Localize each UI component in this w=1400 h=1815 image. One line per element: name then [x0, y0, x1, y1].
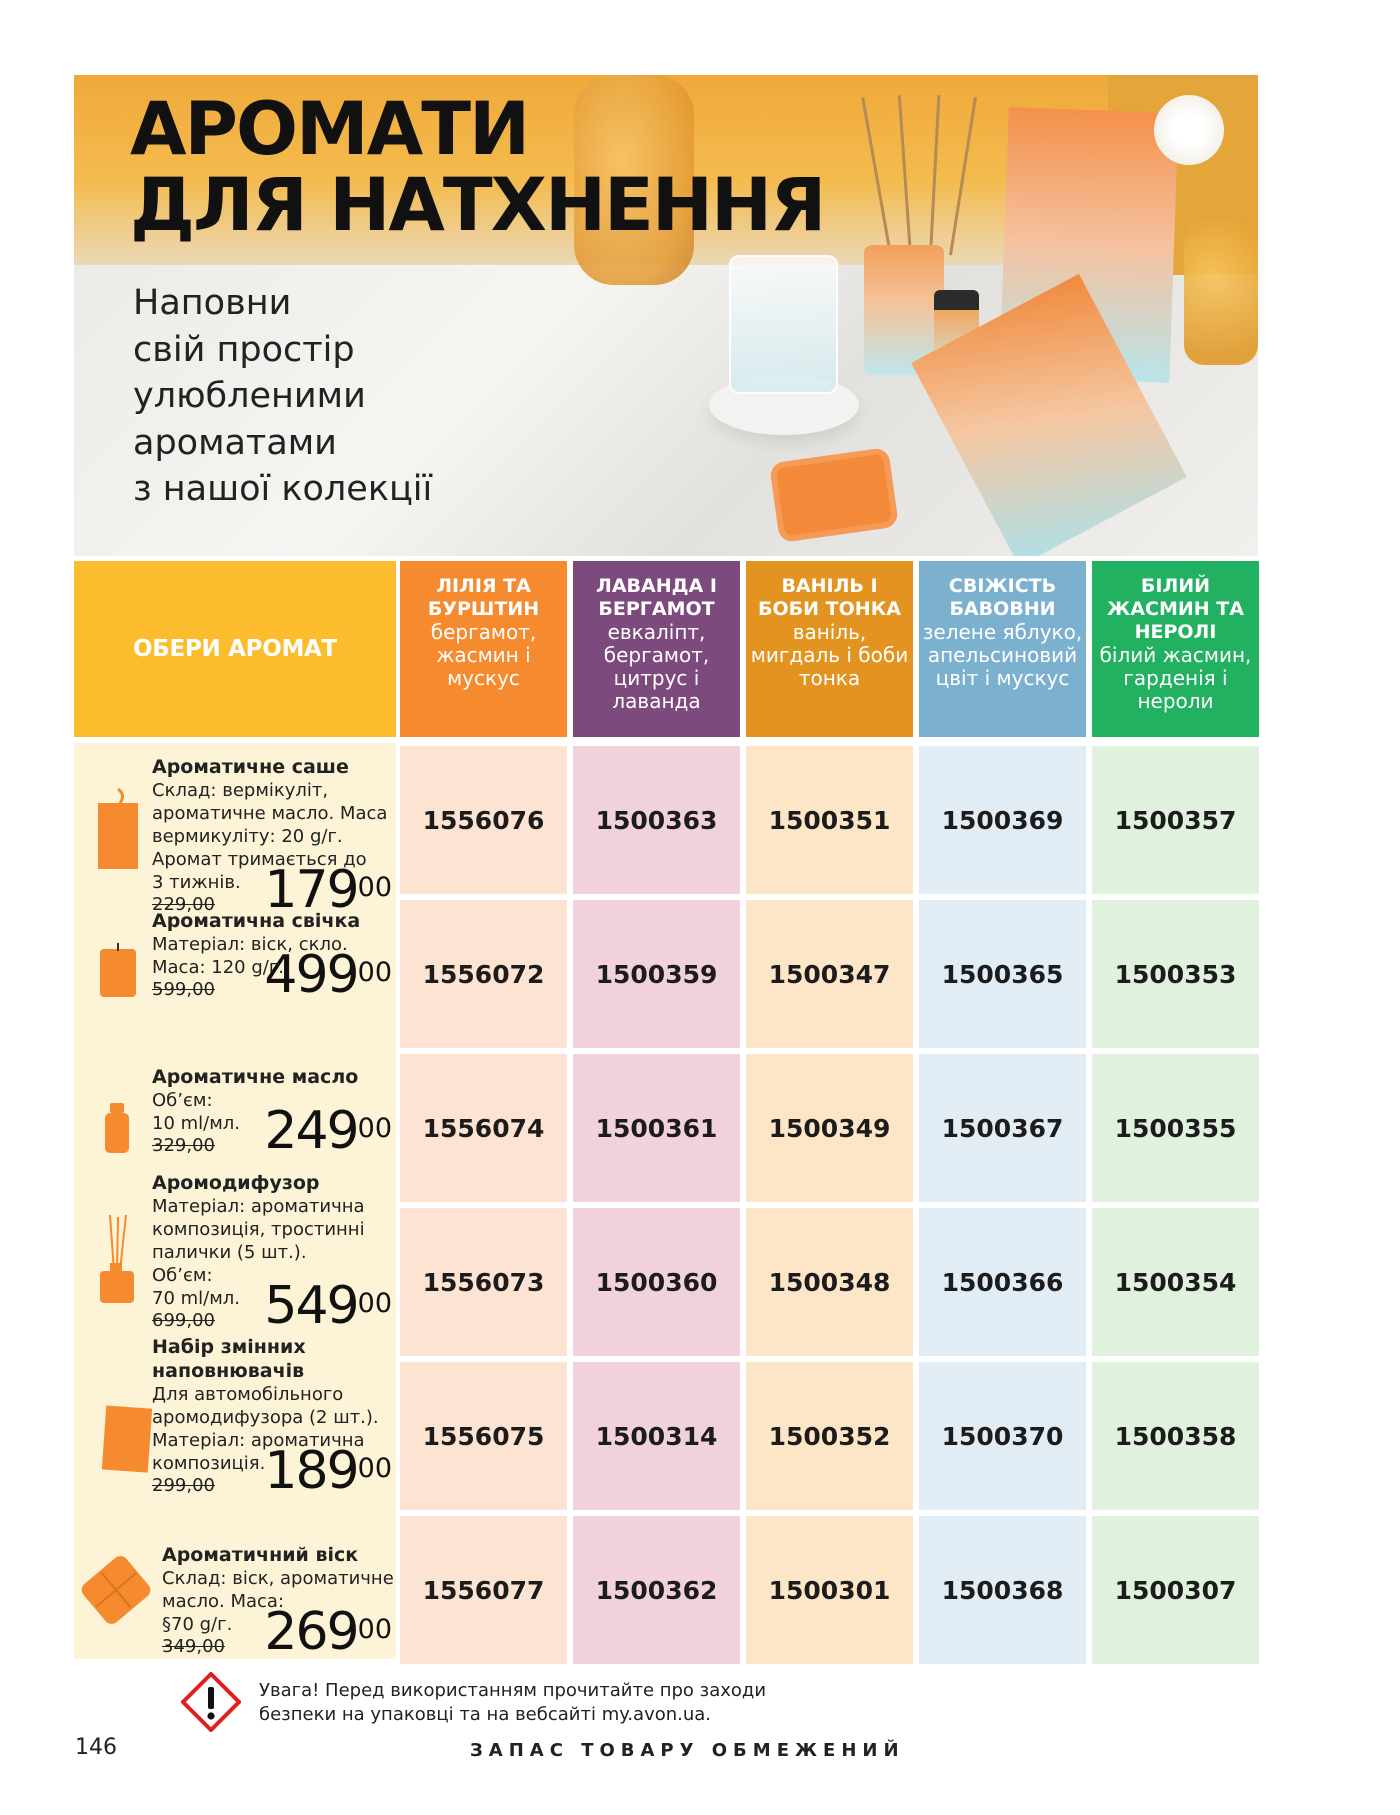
scent-name: БІЛИЙ ЖАСМИН ТА НЕРОЛІ: [1107, 575, 1244, 643]
product-code: 1500354: [1092, 1208, 1259, 1356]
old-price: 699,00: [152, 1310, 215, 1331]
description-line: Маса: 120 g/г.: [152, 957, 285, 978]
product-name: Ароматичний віск: [162, 1544, 359, 1566]
description-line: вермикуліту: 20 g/г.: [152, 826, 343, 847]
description-line: аромодифузора (2 шт.).: [152, 1407, 379, 1428]
candle-image: [729, 255, 838, 394]
description-line: палички (5 шт.).: [152, 1242, 307, 1263]
product-code: 1500368: [919, 1516, 1086, 1664]
old-price: 329,00: [152, 1135, 215, 1156]
product-code: 1500349: [746, 1054, 913, 1202]
product-code: 1500348: [746, 1208, 913, 1356]
warning-icon: [181, 1672, 241, 1732]
product-code: 1500314: [573, 1362, 740, 1510]
price-integer: 189: [264, 1441, 358, 1501]
product-code: 1556074: [400, 1054, 567, 1202]
price-integer: 549: [264, 1276, 358, 1336]
scent-column-header: [400, 561, 567, 737]
safety-warning: [259, 1679, 859, 1727]
product-code: 1556072: [400, 900, 567, 1048]
price-integer: 499: [264, 945, 358, 1005]
scent-notes: білий жасмин, гарденія і нероли: [1099, 643, 1252, 713]
price: [264, 1441, 392, 1501]
product-code: 1500359: [573, 900, 740, 1048]
limited-stock-note: ЗАПАС ТОВАРУ ОБМЕЖЕНИЙ: [470, 1740, 905, 1761]
product-code: 1556076: [400, 746, 567, 894]
description-line: Аромат тримається до: [152, 849, 367, 870]
product-code: 1500361: [573, 1054, 740, 1202]
warning-line: безпеки на упаковці та на вебсайті my.avon.ua.: [259, 1704, 712, 1725]
scent-name: ЛІЛІЯ ТА БУРШТИН: [427, 575, 540, 620]
choose-scent-header: [74, 561, 396, 737]
product-code: 1500307: [1092, 1516, 1259, 1664]
title-line-2: ДЛЯ НАТХНЕННЯ: [130, 163, 825, 248]
product-code: 1556077: [400, 1516, 567, 1664]
product-code: 1500347: [746, 900, 913, 1048]
subtitle-line: з нашої колекції: [133, 469, 433, 509]
product-code: 1500366: [919, 1208, 1086, 1356]
product-code: 1500355: [1092, 1054, 1259, 1202]
price-integer: 269: [264, 1602, 358, 1662]
price-decimal: 00: [357, 872, 392, 903]
old-price: 299,00: [152, 1475, 215, 1496]
product-code: 1556075: [400, 1362, 567, 1510]
description-line: композиція.: [152, 1453, 266, 1474]
description-line: Об’єм:: [152, 1265, 213, 1286]
description-line: §70 g/г.: [162, 1614, 233, 1635]
subtitle-line: улюбленими: [133, 376, 366, 416]
price: [264, 1602, 392, 1662]
lily-flower-image: [1154, 95, 1224, 165]
product-code: 1500367: [919, 1054, 1086, 1202]
scent-notes: евкаліпт, бергамот, цитрус і лаванда: [603, 620, 710, 713]
description-line: Матеріал: ароматична: [152, 1430, 365, 1451]
oil-bottle-icon: [104, 1103, 130, 1158]
product-code: 1500358: [1092, 1362, 1259, 1510]
scent-name: ВАНІЛЬ І БОБИ ТОНКА: [758, 575, 901, 620]
diffuser-sticks-image: [879, 95, 969, 255]
product-name: Ароматичне саше: [152, 756, 349, 778]
product-code: 1500301: [746, 1516, 913, 1664]
description-line: ароматичне масло. Маса: [152, 803, 388, 824]
product-name: Аромодифузор: [152, 1172, 320, 1194]
diffuser-icon: [96, 1215, 140, 1310]
product-code: 1500370: [919, 1362, 1086, 1510]
price-decimal: 00: [357, 1453, 392, 1484]
scent-name: СВІЖІСТЬ БАВОВНИ: [948, 575, 1057, 620]
product-name: Ароматичне масло: [152, 1066, 359, 1088]
price: [264, 1276, 392, 1336]
description-line: Склад: вермікуліт,: [152, 780, 329, 801]
scent-notes: бергамот, жасмин і мускус: [430, 620, 537, 690]
description-line: 3 тижнів.: [152, 872, 241, 893]
price-integer: 179: [264, 860, 358, 920]
price-integer: 249: [264, 1101, 358, 1161]
page-title: [130, 87, 825, 248]
glass-vase-image: [1184, 215, 1258, 365]
old-price: 349,00: [162, 1636, 225, 1657]
product-name: Набір змінних наповнювачів: [152, 1336, 306, 1382]
old-price: 599,00: [152, 979, 215, 1000]
product-code: 1500369: [919, 746, 1086, 894]
description-line: Для автомобільного: [152, 1384, 344, 1405]
product-code: 1500362: [573, 1516, 740, 1664]
product-code: 1500360: [573, 1208, 740, 1356]
refill-icon: [100, 1405, 152, 1480]
scent-column-header: [919, 561, 1086, 737]
product-column: [74, 743, 396, 1662]
old-price: 229,00: [152, 894, 215, 915]
choose-scent-label: ОБЕРИ АРОМАТ: [133, 636, 337, 662]
product-code: 1500357: [1092, 746, 1259, 894]
description-line: Склад: віск, ароматичне: [162, 1568, 394, 1589]
product-code: 1500365: [919, 900, 1086, 1048]
product-code: 1500352: [746, 1362, 913, 1510]
description-line: композиція, тростинні: [152, 1219, 365, 1240]
product-code: 1500351: [746, 746, 913, 894]
scent-column-header: [573, 561, 740, 737]
description-line: 10 ml/мл.: [152, 1113, 241, 1134]
product-code: 1500353: [1092, 900, 1259, 1048]
wax-icon: [78, 1555, 154, 1630]
price-decimal: 00: [357, 1288, 392, 1319]
scent-column-header: [1092, 561, 1259, 737]
subtitle-line: Наповни: [133, 283, 292, 323]
subtitle: [133, 280, 553, 513]
warning-line: Увага! Перед використанням прочитайте про заходи: [259, 1680, 767, 1701]
product-name: Ароматична свічка: [152, 910, 361, 932]
scent-name: ЛАВАНДА І БЕРГАМОТ: [596, 575, 717, 620]
title-line-1: АРОМАТИ: [130, 87, 529, 172]
sachet-icon: [96, 787, 140, 876]
price: [264, 1101, 392, 1161]
price-decimal: 00: [357, 957, 392, 988]
product-code: 1556073: [400, 1208, 567, 1356]
product-code: 1500363: [573, 746, 740, 894]
description-line: Об’єм:: [152, 1090, 213, 1111]
description-line: 70 ml/мл.: [152, 1288, 241, 1309]
description-line: Матеріал: віск, скло.: [152, 934, 348, 955]
description-line: масло. Маса:: [162, 1591, 285, 1612]
price-decimal: 00: [357, 1614, 392, 1645]
scent-column-header: [746, 561, 913, 737]
scent-notes: зелене яблуко, апельсиновий цвіт і мускус: [922, 620, 1083, 690]
candle-icon: [98, 943, 138, 1004]
description-line: Матеріал: ароматична: [152, 1196, 365, 1217]
wax-melt-image: [769, 447, 899, 543]
page-number: 146: [75, 1735, 117, 1760]
subtitle-line: свій простір: [133, 329, 355, 370]
price: [264, 945, 392, 1005]
scent-notes: ваніль, мигдаль і боби тонка: [750, 620, 909, 690]
price-decimal: 00: [357, 1113, 392, 1144]
subtitle-line: ароматами: [133, 422, 337, 463]
